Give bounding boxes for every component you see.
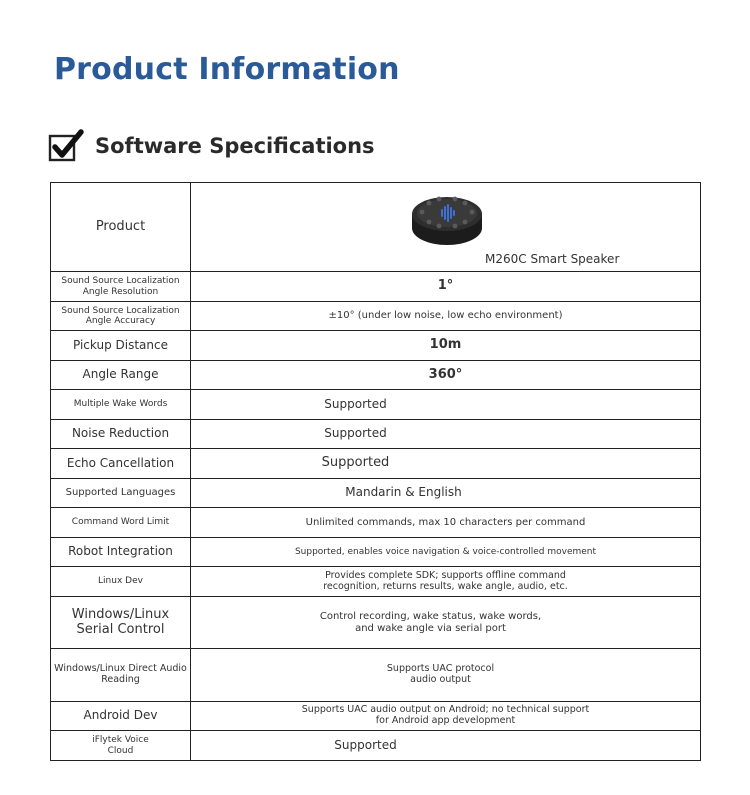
row-value: 360°	[191, 361, 701, 390]
row-label: Pickup Distance	[51, 331, 191, 361]
row-label: Android Dev	[51, 702, 191, 731]
row-label: Echo Cancellation	[51, 449, 191, 479]
table-row	[51, 479, 701, 508]
table-row	[51, 567, 701, 597]
table-row	[51, 183, 701, 272]
table-row	[51, 361, 701, 390]
row-value	[191, 449, 701, 479]
table-row	[51, 420, 701, 449]
row-value-text: Supported	[324, 396, 387, 411]
row-value: ±10° (under low noise, low echo environment)	[191, 302, 701, 331]
table-row	[51, 508, 701, 538]
row-label: Command Word Limit	[51, 508, 191, 538]
table-row	[51, 702, 701, 731]
row-label: Robot Integration	[51, 538, 191, 567]
row-value	[191, 731, 701, 761]
row-value	[191, 479, 701, 508]
row-label: Windows/Linux Direct Audio Reading	[51, 649, 191, 702]
row-value-text: Supported	[334, 737, 397, 752]
table-row	[51, 449, 701, 479]
row-label: Sound Source Localization Angle Accuracy	[51, 302, 191, 331]
table-row	[51, 272, 701, 302]
specifications-table	[50, 182, 701, 761]
row-value: Unlimited commands, max 10 characters per command	[191, 508, 701, 538]
row-label: Supported Languages	[51, 479, 191, 508]
row-label: Linux Dev	[51, 567, 191, 597]
row-value: Supports UAC audio output on Android; no technical support for Android app development	[191, 702, 701, 731]
table-row	[51, 538, 701, 567]
row-value-text: Supported	[321, 455, 390, 471]
row-value	[191, 390, 701, 420]
row-label: Noise Reduction	[51, 420, 191, 449]
row-value: 10m	[191, 331, 701, 361]
row-label: Multiple Wake Words	[51, 390, 191, 420]
row-label: Windows/Linux Serial Control	[51, 597, 191, 649]
product-name: M260C Smart Speaker	[485, 252, 620, 266]
row-value: Supported, enables voice navigation & voice-controlled movement	[191, 538, 701, 567]
row-value: 1°	[191, 272, 701, 302]
row-label: Sound Source Localization Angle Resolution	[51, 272, 191, 302]
row-value	[191, 420, 701, 449]
page-title: Product Information	[54, 52, 400, 87]
table-row	[51, 331, 701, 361]
section-header	[48, 128, 375, 164]
product-cell	[191, 183, 701, 272]
row-value: Provides complete SDK; supports offline command recognition, returns results, wake angle, audio, etc.	[191, 567, 701, 597]
table-row	[51, 390, 701, 420]
row-value-text: Mandarin & English	[345, 485, 462, 500]
section-title: Software Specifications	[95, 134, 375, 158]
table-row	[51, 302, 701, 331]
row-label: Angle Range	[51, 361, 191, 390]
row-label: iFlytek Voice Cloud	[51, 731, 191, 761]
row-value: Control recording, wake status, wake words, and wake angle via serial port	[191, 597, 701, 649]
row-value-text: Supported	[324, 426, 387, 441]
table-row	[51, 731, 701, 761]
checkbox-check-icon	[48, 128, 84, 164]
smart-speaker-image	[411, 190, 483, 248]
table-row	[51, 649, 701, 702]
row-label: Product	[51, 183, 191, 272]
table-row	[51, 597, 701, 649]
row-value: Supports UAC protocol audio output	[191, 649, 701, 702]
